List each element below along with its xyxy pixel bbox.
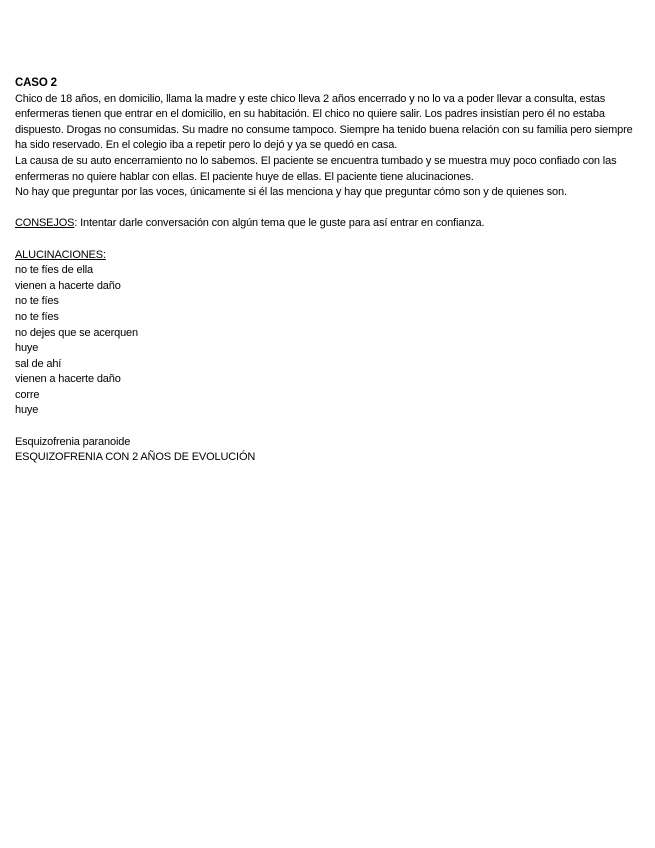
document-body — [15, 76, 643, 466]
alucinaciones-list — [15, 263, 643, 419]
list-item: huye — [15, 404, 39, 417]
consejos-paragraph — [15, 216, 643, 232]
alucinaciones-heading — [15, 248, 643, 264]
alucinaciones-label: ALUCINACIONES — [15, 248, 103, 261]
list-item: no te fíes de ella — [15, 264, 94, 277]
list-item: sal de ahí — [15, 357, 62, 370]
case-paragraph-3: No hay que preguntar por las voces, únicamente si él las menciona y hay que preguntar cómo son y de quienes son. — [15, 186, 567, 199]
case-paragraph-1: Chico de 18 años, en domicilio, llama la madre y este chico lleva 2 años encerrado y no lo va a poder llevar a consulta, estas enfermeras tienen que entrar en el domicilio, en su habitación. El chico no quiere salir. Los padres insistían pero él no estaba dispuesto. Drogas no consumidas. Su madre no consume tampoco. Siempre ha tenido buena relación con su familia pero siempre ha sido reservado. En el colegio iba a repetir pero lo dejó y ya se quedó en casa. — [15, 92, 633, 152]
case-paragraph-2: La causa de su auto encerramiento no lo sabemos. El paciente se encuentra tumbado y se muestra muy poco confiado con las enfermeras no quiere hablar con ellas. El paciente huye de ellas. El paciente tiene alucinaciones. — [15, 154, 617, 183]
list-item: no te fíes — [15, 295, 59, 308]
consejos-colon: : — [74, 217, 78, 230]
list-item: vienen a hacerte daño — [15, 373, 121, 386]
consejos-text: Intentar darle conversación con algún tema que le guste para así entrar en confianza. — [77, 217, 485, 230]
case-title: CASO 2 — [15, 77, 57, 89]
list-item: huye — [15, 342, 39, 355]
list-item: no dejes que se acerquen — [15, 326, 138, 339]
diagnosis-line-2: ESQUIZOFRENIA CON 2 AÑOS DE EVOLUCIÓN — [15, 451, 256, 464]
alucinaciones-colon: : — [102, 248, 106, 261]
spacer — [15, 201, 643, 217]
list-item: vienen a hacerte daño — [15, 279, 121, 292]
spacer — [15, 419, 643, 435]
list-item: no te fíes — [15, 310, 59, 323]
consejos-label: CONSEJOS — [15, 217, 75, 230]
diagnosis-line-1: Esquizofrenia paranoide — [15, 435, 131, 448]
spacer — [15, 232, 643, 248]
list-item: corre — [15, 388, 40, 401]
